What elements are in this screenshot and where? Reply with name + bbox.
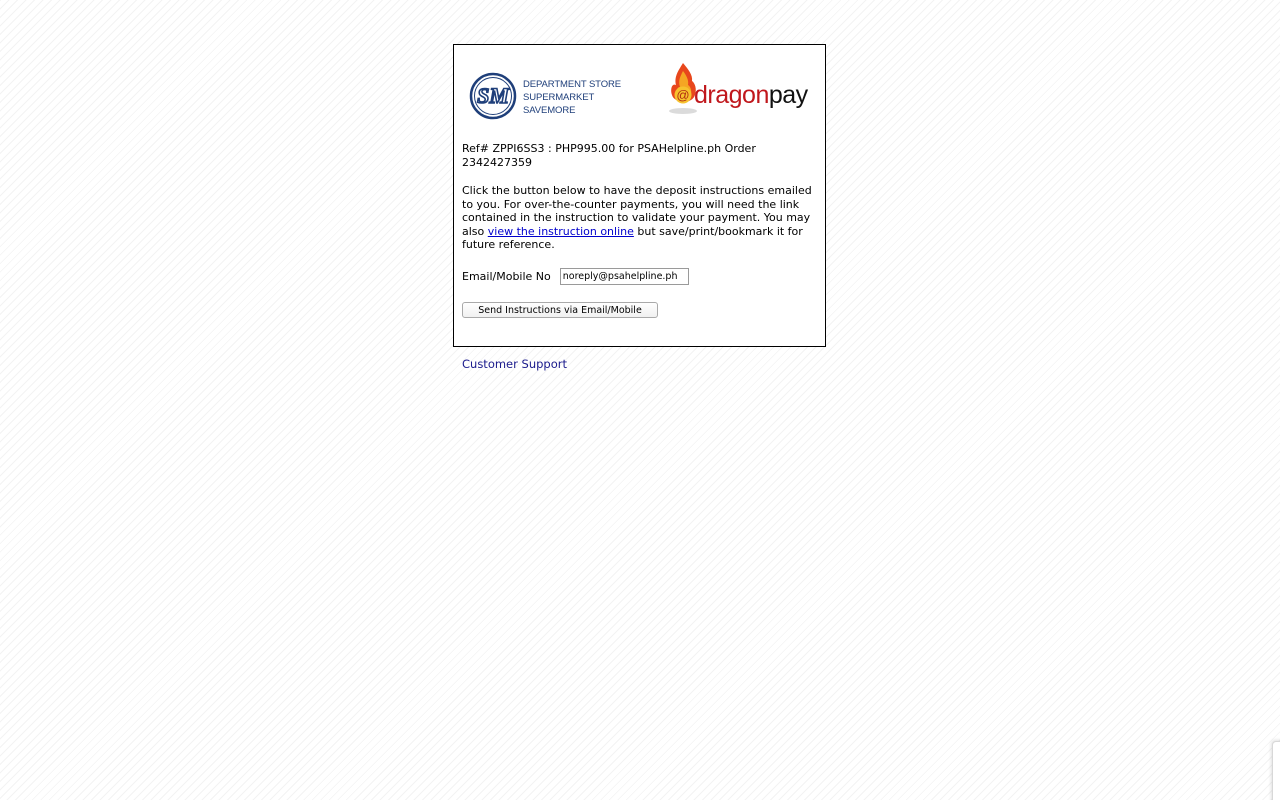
dragonpay-wordmark (694, 81, 808, 110)
corner-widget[interactable] (1272, 741, 1280, 800)
logo-row (454, 45, 825, 135)
svg-text:SM: SM (477, 83, 509, 108)
instructions-text (462, 184, 822, 252)
dragonpay-wordmark-pay: pay (768, 81, 808, 109)
email-row (462, 267, 689, 285)
email-label: Email/Mobile No (462, 269, 551, 283)
send-instructions-button[interactable]: Send Instructions via Email/Mobile (462, 302, 658, 318)
payment-panel (453, 44, 826, 347)
instructions-text-before: Click the button below to have the deposit instructions emailed to you. For over-the-counter payments, you will need the link contained in the instruction to validate your payment. You may also (462, 184, 812, 238)
sm-tagline (523, 78, 621, 117)
svg-text:@: @ (676, 87, 690, 103)
view-instruction-online-link[interactable]: view the instruction online (487, 224, 634, 238)
sm-line-savemore: SAVEMORE (523, 105, 576, 116)
sm-line-supermarket: SUPERMARKET (523, 92, 595, 103)
customer-support-link[interactable]: Customer Support (462, 357, 567, 371)
email-mobile-input[interactable] (560, 268, 689, 285)
dragonpay-wordmark-dragon: dragon (694, 81, 769, 109)
reference-text: Ref# ZPPI6SS3 : PHP995.00 for PSAHelpline.ph Order 2342427359 (462, 142, 756, 169)
instructions-text-after: but save/print/bookmark it for future reference. (462, 224, 803, 251)
sm-line-department-store: DEPARTMENT STORE (523, 79, 621, 90)
sm-logo-icon (469, 72, 517, 120)
